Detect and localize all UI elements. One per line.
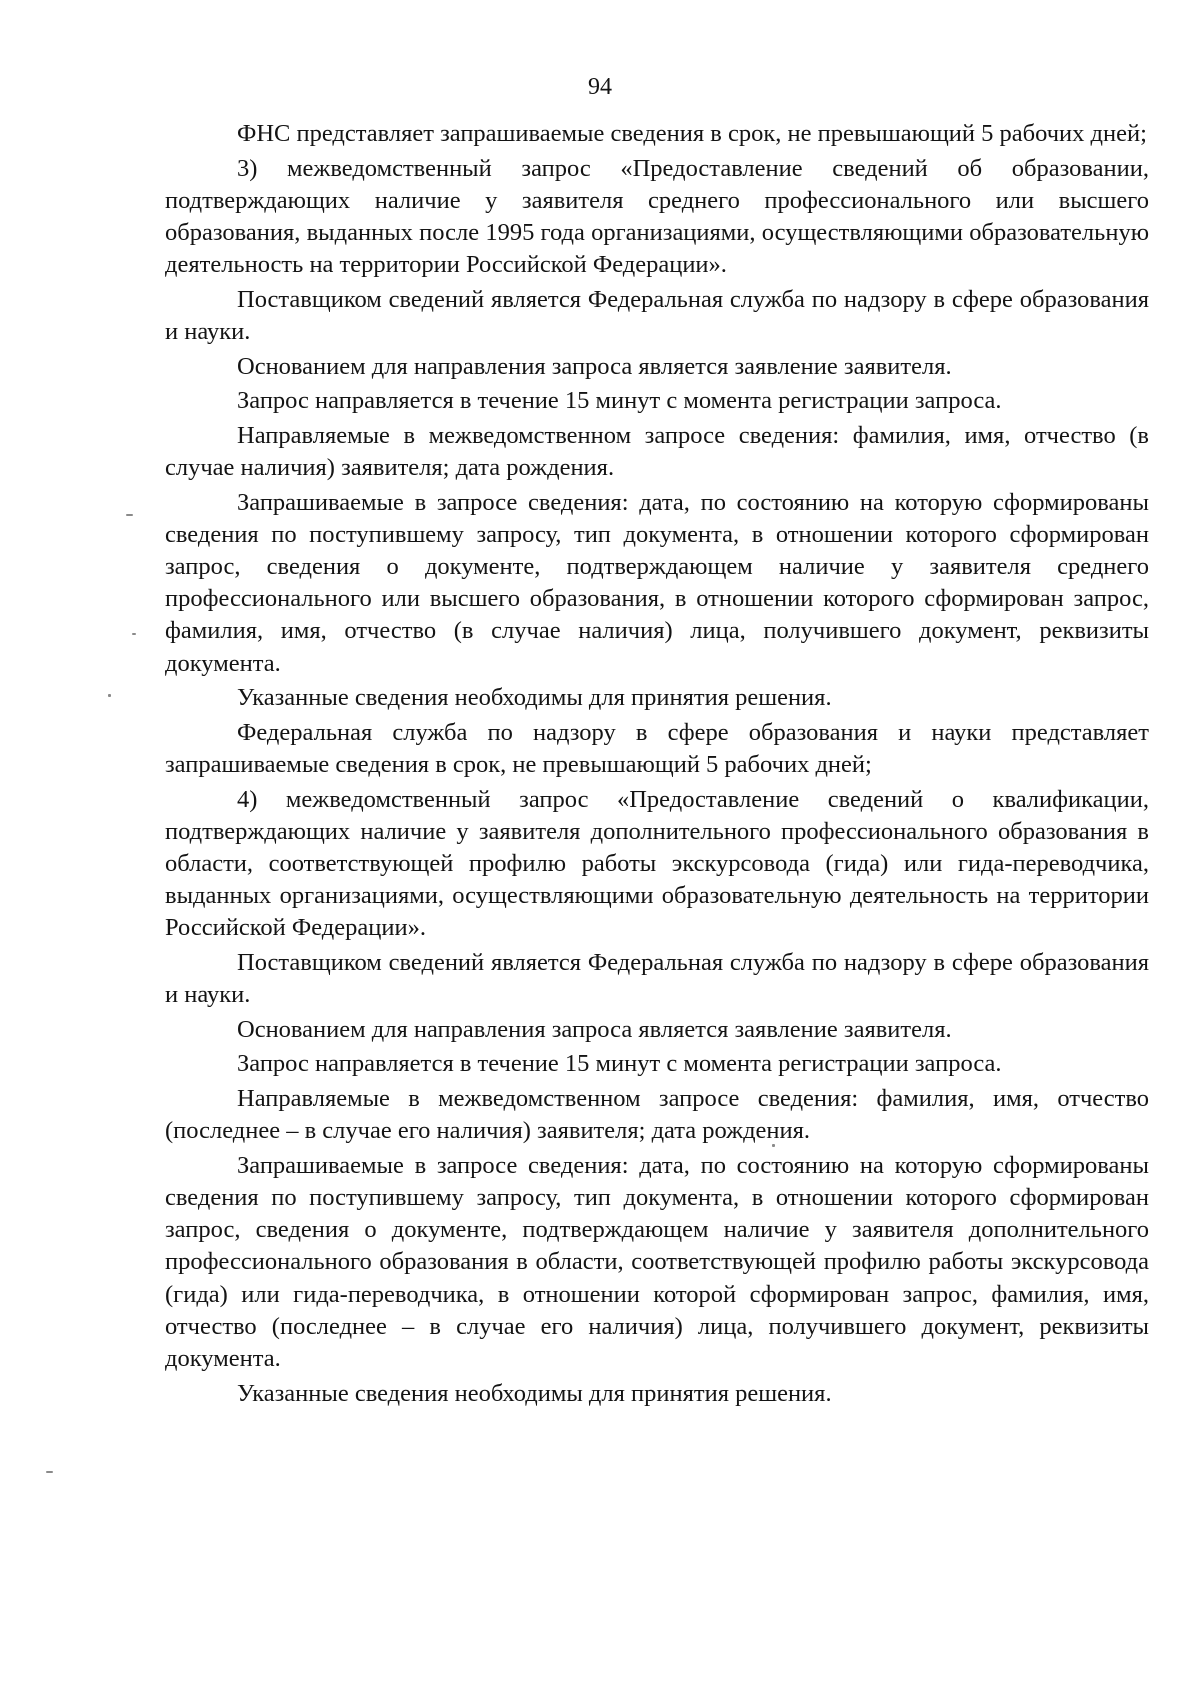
scan-speck xyxy=(132,633,136,635)
paragraph: Запрашиваемые в запросе сведения: дата, по состоянию на которую сформированы сведения по поступившему запросу, тип документа, в отношении которого сформирован запрос, сведения о документе, подтверждающем наличие у заявителя дополнительного профессионального образования в области, соответствующей профилю работы экскурсовода (гида) или гида-переводчика, в отношении которой сформирован запрос, фамилия, имя, отчество (последнее – в случае его наличия) лица, получившего документ, реквизиты документа. xyxy=(165,1151,1149,1372)
paragraph: Основанием для направления запроса является заявление заявителя. xyxy=(237,352,952,380)
paragraph: Поставщиком сведений является Федеральная служба по надзору в сфере образования и науки. xyxy=(165,948,1149,1009)
paragraph: Поставщиком сведений является Федеральная служба по надзору в сфере образования и науки. xyxy=(165,285,1149,345)
scan-speck xyxy=(108,694,111,697)
paragraph: Основанием для направления запроса является заявление заявителя. xyxy=(237,1015,952,1043)
paragraph: Запрос направляется в течение 15 минут с момента регистрации запроса. xyxy=(237,387,1002,415)
paragraph: Направляемые в межведомственном запросе сведения: фамилия, имя, отчество (последнее – в случае его наличия) заявителя; дата рождения. xyxy=(165,1084,1149,1145)
scan-speck xyxy=(772,1144,775,1147)
paragraph: Запрос направляется в течение 15 минут с момента регистрации запроса. xyxy=(237,1050,1002,1078)
paragraph: ФНС представляет запрашиваемые сведения в срок, не превышающий 5 рабочих дней; xyxy=(237,120,1147,147)
paragraph: Указанные сведения необходимы для принятия решения. xyxy=(237,1379,832,1407)
paragraph: Направляемые в межведомственном запросе сведения: фамилия, имя, отчество (в случае наличия) заявителя; дата рождения. xyxy=(165,421,1149,481)
paragraph: Указанные сведения необходимы для принятия решения. xyxy=(237,684,832,712)
scan-speck xyxy=(126,514,133,516)
scan-speck xyxy=(46,1471,53,1473)
paragraph: 3) межведомственный запрос «Предоставление сведений об образовании, подтверждающих наличие у заявителя среднего профессионального или высшего образования, выданных после 1995 года организациями, осуществляющими образовательную деятельность на территории Российской Федерации». xyxy=(165,154,1149,279)
page-number: 94 xyxy=(588,74,612,100)
paragraph: 4) межведомственный запрос «Предоставление сведений о квалификации, подтверждающих наличие у заявителя дополнительного профессионального образования в области, соответствующей профилю работы экскурсовода (гида) или гида-переводчика, выданных организациями, осуществляющими образовательную деятельность на территории Российской Федерации». xyxy=(165,785,1149,942)
paragraph: Запрашиваемые в запросе сведения: дата, по состоянию на которую сформированы сведения по поступившему запросу, тип документа, в отношении которого сформирован запрос, сведения о документе, подтверждающем наличие у заявителя среднего профессионального или высшего образования, в отношении которого сформирован запрос, фамилия, имя, отчество (в случае наличия) лица, получившего документ, реквизиты документа. xyxy=(165,488,1149,677)
document-body xyxy=(165,118,1149,1410)
paragraph: Федеральная служба по надзору в сфере образования и науки представляет запрашиваемые сведения в срок, не превышающий 5 рабочих дней; xyxy=(165,718,1149,778)
